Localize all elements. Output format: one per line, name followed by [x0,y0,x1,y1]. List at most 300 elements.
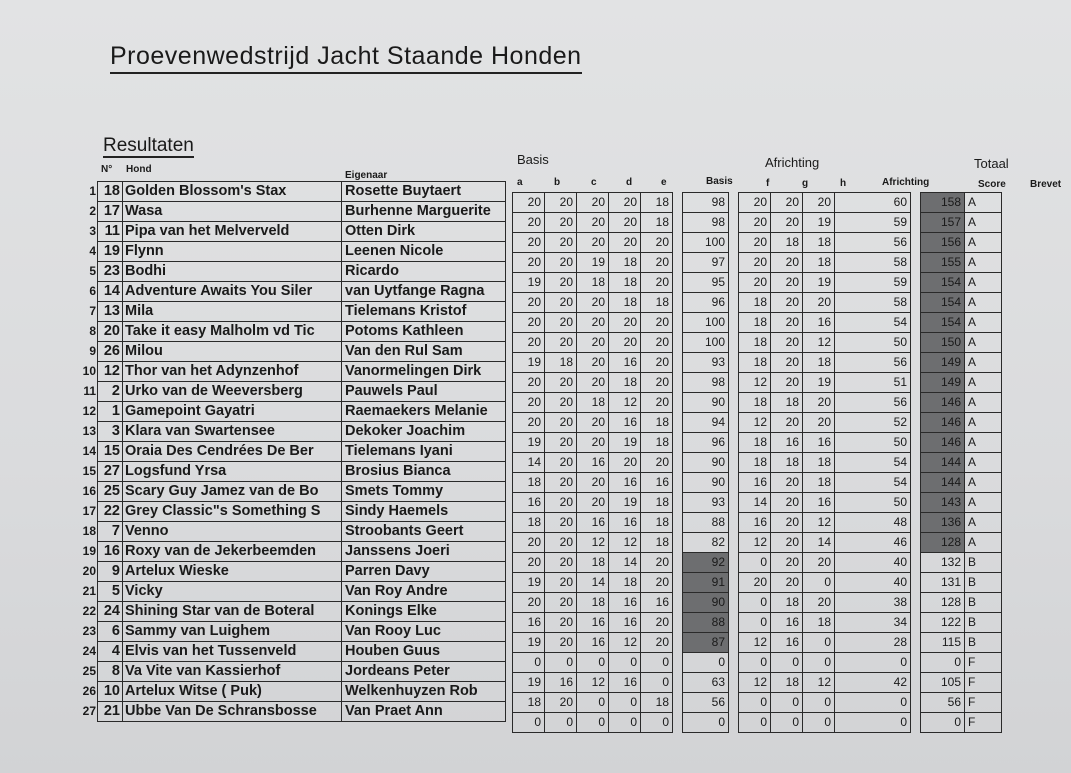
cell-spacer [911,533,921,553]
cell-f: 18 [739,353,771,373]
table-row [78,382,506,402]
cell-spacer [729,533,739,553]
cell-rank: 4 [78,242,98,262]
cell-e: 20 [641,553,673,573]
cell-rank: 13 [78,422,98,442]
cell-nr: 11 [98,222,123,242]
cell-basis: 88 [683,613,729,633]
cell-a: 20 [513,213,545,233]
table-row [78,502,506,522]
cell-a: 0 [513,653,545,673]
cell-score: 143 [921,493,965,513]
cell-spacer [911,573,921,593]
cell-b: 20 [545,453,577,473]
cell-spacer [673,193,683,213]
cell-brevet: B [965,613,1002,633]
cell-spacer [673,673,683,693]
cell-brevet: A [965,433,1002,453]
cell-score: 155 [921,253,965,273]
cell-score: 128 [921,593,965,613]
cell-g: 20 [771,553,803,573]
cell-africhting: 56 [835,393,911,413]
cell-f: 0 [739,593,771,613]
cell-e: 20 [641,353,673,373]
cell-c: 18 [577,593,609,613]
cell-b: 20 [545,433,577,453]
cell-d: 20 [609,453,641,473]
cell-h: 18 [803,473,835,493]
cell-basis: 0 [683,653,729,673]
table-row [513,253,1002,273]
cell-eigenaar: Dekoker Joachim [342,422,506,442]
cell-spacer [729,473,739,493]
cell-h: 16 [803,433,835,453]
cell-nr: 23 [98,262,123,282]
cell-f: 18 [739,333,771,353]
cell-africhting: 54 [835,313,911,333]
cell-spacer [673,613,683,633]
cell-nr: 20 [98,322,123,342]
cell-eigenaar: Tielemans Iyani [342,442,506,462]
cell-g: 16 [771,613,803,633]
cell-a: 20 [513,413,545,433]
cell-spacer [673,393,683,413]
cell-nr: 26 [98,342,123,362]
cell-hond: Artelux Wieske [123,562,342,582]
cell-spacer [729,273,739,293]
cell-africhting: 52 [835,413,911,433]
cell-brevet: B [965,553,1002,573]
cell-brevet: A [965,393,1002,413]
cell-hond: Milou [123,342,342,362]
cell-score: 132 [921,553,965,573]
cell-a: 19 [513,273,545,293]
cell-b: 18 [545,353,577,373]
cell-eigenaar: Tielemans Kristof [342,302,506,322]
cell-nr: 25 [98,482,123,502]
cell-d: 14 [609,553,641,573]
cell-hond: Gamepoint Gayatri [123,402,342,422]
table-row [513,613,1002,633]
cell-f: 18 [739,393,771,413]
table-row [513,413,1002,433]
table-row [78,522,506,542]
cell-eigenaar: Vanormelingen Dirk [342,362,506,382]
cell-eigenaar: Van Roy Andre [342,582,506,602]
cell-h: 20 [803,193,835,213]
cell-basis: 97 [683,253,729,273]
cell-eigenaar: Parren Davy [342,562,506,582]
cell-spacer [673,533,683,553]
cell-eigenaar: Sindy Haemels [342,502,506,522]
cell-g: 0 [771,713,803,733]
cell-b: 20 [545,693,577,713]
header-a: a [517,177,523,188]
cell-hond: Logsfund Yrsa [123,462,342,482]
cell-d: 20 [609,213,641,233]
cell-c: 0 [577,693,609,713]
cell-score: 0 [921,713,965,733]
table-row [513,233,1002,253]
cell-africhting: 46 [835,533,911,553]
cell-rank: 12 [78,402,98,422]
cell-spacer [911,713,921,733]
cell-c: 20 [577,293,609,313]
table-row [513,573,1002,593]
cell-hond: Scary Guy Jamez van de Bo [123,482,342,502]
cell-eigenaar: Houben Guus [342,642,506,662]
cell-h: 20 [803,593,835,613]
cell-hond: Sammy van Luighem [123,622,342,642]
cell-score: 131 [921,573,965,593]
cell-eigenaar: Burhenne Marguerite [342,202,506,222]
table-row [513,633,1002,653]
cell-hond: Grey Classic"s Something S [123,502,342,522]
cell-brevet: B [965,593,1002,613]
cell-a: 20 [513,193,545,213]
table-row [78,602,506,622]
cell-f: 18 [739,433,771,453]
cell-score: 157 [921,213,965,233]
cell-e: 18 [641,533,673,553]
table-row [78,342,506,362]
table-row [513,333,1002,353]
cell-spacer [911,353,921,373]
cell-basis: 90 [683,473,729,493]
cell-e: 18 [641,493,673,513]
table-row [78,542,506,562]
cell-hond: Shining Star van de Boteral [123,602,342,622]
cell-rank: 2 [78,202,98,222]
cell-nr: 7 [98,522,123,542]
cell-a: 20 [513,373,545,393]
cell-brevet: F [965,673,1002,693]
cell-score: 154 [921,313,965,333]
cell-c: 18 [577,553,609,573]
table-row [78,302,506,322]
cell-f: 14 [739,493,771,513]
table-row [513,673,1002,693]
cell-basis: 90 [683,453,729,473]
cell-d: 18 [609,253,641,273]
cell-brevet: A [965,373,1002,393]
header-nr: N° [101,164,113,175]
cell-hond: Roxy van de Jekerbeemden [123,542,342,562]
cell-d: 18 [609,573,641,593]
cell-spacer [729,373,739,393]
cell-score: 115 [921,633,965,653]
cell-spacer [729,353,739,373]
cell-h: 16 [803,493,835,513]
cell-spacer [911,293,921,313]
cell-score: 150 [921,333,965,353]
table-row [78,642,506,662]
cell-d: 16 [609,473,641,493]
header-eigenaar: Eigenaar [345,170,388,181]
cell-brevet: F [965,693,1002,713]
cell-g: 20 [771,293,803,313]
cell-f: 0 [739,693,771,713]
table-row [78,582,506,602]
cell-g: 18 [771,233,803,253]
cell-rank: 3 [78,222,98,242]
cell-c: 20 [577,373,609,393]
cell-f: 12 [739,533,771,553]
cell-score: 154 [921,293,965,313]
cell-nr: 18 [98,182,123,202]
cell-hond: Ubbe Van De Schransbosse [123,702,342,722]
cell-d: 0 [609,693,641,713]
cell-score: 146 [921,413,965,433]
cell-d: 12 [609,393,641,413]
cell-rank: 9 [78,342,98,362]
cell-b: 20 [545,633,577,653]
cell-e: 20 [641,393,673,413]
cell-spacer [729,513,739,533]
table-row [78,402,506,422]
cell-spacer [729,413,739,433]
cell-basis: 100 [683,233,729,253]
cell-e: 16 [641,473,673,493]
cell-hond: Flynn [123,242,342,262]
cell-c: 20 [577,473,609,493]
cell-basis: 100 [683,313,729,333]
cell-h: 18 [803,353,835,373]
cell-score: 144 [921,453,965,473]
cell-h: 14 [803,533,835,553]
table-row [513,213,1002,233]
cell-spacer [729,453,739,473]
cell-b: 0 [545,713,577,733]
cell-g: 20 [771,493,803,513]
cell-spacer [729,433,739,453]
cell-rank: 19 [78,542,98,562]
cell-spacer [911,413,921,433]
cell-africhting: 42 [835,673,911,693]
cell-basis: 82 [683,533,729,553]
cell-brevet: F [965,713,1002,733]
cell-spacer [911,593,921,613]
header-c: c [591,177,597,188]
cell-e: 20 [641,613,673,633]
cell-africhting: 50 [835,333,911,353]
cell-e: 18 [641,293,673,313]
cell-b: 20 [545,413,577,433]
cell-c: 20 [577,333,609,353]
cell-h: 12 [803,513,835,533]
cell-hond: Klara van Swartensee [123,422,342,442]
cell-h: 20 [803,293,835,313]
cell-h: 0 [803,573,835,593]
table-row [513,393,1002,413]
cell-spacer [729,693,739,713]
cell-g: 20 [771,353,803,373]
cell-d: 16 [609,513,641,533]
cell-f: 0 [739,553,771,573]
cell-e: 0 [641,673,673,693]
cell-b: 20 [545,393,577,413]
cell-rank: 24 [78,642,98,662]
cell-d: 20 [609,193,641,213]
cell-brevet: A [965,413,1002,433]
cell-f: 12 [739,373,771,393]
cell-spacer [729,193,739,213]
cell-a: 20 [513,393,545,413]
cell-spacer [729,633,739,653]
cell-f: 16 [739,513,771,533]
cell-africhting: 40 [835,573,911,593]
header-africhting: Africhting [882,177,930,188]
cell-g: 20 [771,333,803,353]
cell-basis: 96 [683,293,729,313]
cell-rank: 21 [78,582,98,602]
table-row [513,653,1002,673]
table-row [78,262,506,282]
cell-d: 16 [609,593,641,613]
cell-d: 12 [609,533,641,553]
cell-d: 12 [609,633,641,653]
cell-e: 20 [641,233,673,253]
cell-hond: Bodhi [123,262,342,282]
cell-africhting: 59 [835,273,911,293]
cell-brevet: A [965,513,1002,533]
cell-africhting: 40 [835,553,911,573]
cell-d: 19 [609,493,641,513]
cell-spacer [911,493,921,513]
table-row [513,693,1002,713]
cell-a: 20 [513,333,545,353]
cell-eigenaar: Brosius Bianca [342,462,506,482]
cell-nr: 13 [98,302,123,322]
cell-d: 16 [609,673,641,693]
cell-h: 16 [803,313,835,333]
cell-c: 16 [577,453,609,473]
cell-d: 19 [609,433,641,453]
cell-hond: Take it easy Malholm vd Tic [123,322,342,342]
cell-b: 20 [545,333,577,353]
results-names-table [78,181,506,722]
cell-score: 122 [921,613,965,633]
cell-nr: 4 [98,642,123,662]
cell-nr: 21 [98,702,123,722]
cell-c: 18 [577,393,609,413]
cell-rank: 23 [78,622,98,642]
cell-africhting: 28 [835,633,911,653]
cell-nr: 1 [98,402,123,422]
cell-h: 12 [803,333,835,353]
cell-e: 18 [641,193,673,213]
cell-e: 0 [641,653,673,673]
cell-c: 12 [577,533,609,553]
cell-nr: 2 [98,382,123,402]
table-row [513,533,1002,553]
cell-eigenaar: Van Rooy Luc [342,622,506,642]
cell-nr: 8 [98,662,123,682]
cell-eigenaar: Otten Dirk [342,222,506,242]
cell-c: 16 [577,613,609,633]
cell-c: 16 [577,633,609,653]
cell-brevet: B [965,633,1002,653]
cell-c: 20 [577,233,609,253]
cell-nr: 6 [98,622,123,642]
cell-rank: 7 [78,302,98,322]
cell-g: 0 [771,693,803,713]
cell-spacer [911,273,921,293]
cell-brevet: A [965,273,1002,293]
table-row [513,553,1002,573]
cell-c: 20 [577,213,609,233]
cell-b: 20 [545,213,577,233]
cell-nr: 22 [98,502,123,522]
table-row [513,713,1002,733]
cell-score: 136 [921,513,965,533]
cell-nr: 10 [98,682,123,702]
cell-spacer [673,373,683,393]
cell-h: 20 [803,553,835,573]
table-row [78,662,506,682]
cell-h: 20 [803,393,835,413]
cell-b: 16 [545,673,577,693]
table-row [513,493,1002,513]
cell-eigenaar: Raemaekers Melanie [342,402,506,422]
cell-spacer [911,633,921,653]
cell-spacer [673,593,683,613]
cell-rank: 11 [78,382,98,402]
cell-g: 18 [771,453,803,473]
cell-f: 16 [739,473,771,493]
results-scores-table [512,192,1002,733]
cell-eigenaar: Van den Rul Sam [342,342,506,362]
cell-a: 19 [513,433,545,453]
cell-a: 19 [513,573,545,593]
cell-d: 0 [609,713,641,733]
cell-rank: 18 [78,522,98,542]
cell-hond: Mila [123,302,342,322]
cell-b: 20 [545,573,577,593]
cell-basis: 63 [683,673,729,693]
document-title: Proevenwedstrijd Jacht Staande Honden [110,42,582,74]
cell-e: 20 [641,573,673,593]
cell-d: 16 [609,413,641,433]
cell-f: 20 [739,193,771,213]
cell-h: 18 [803,613,835,633]
cell-spacer [673,333,683,353]
cell-h: 18 [803,253,835,273]
cell-brevet: B [965,573,1002,593]
cell-basis: 98 [683,213,729,233]
cell-africhting: 48 [835,513,911,533]
cell-e: 16 [641,593,673,613]
cell-a: 18 [513,513,545,533]
cell-nr: 15 [98,442,123,462]
cell-brevet: A [965,313,1002,333]
cell-spacer [673,713,683,733]
cell-a: 20 [513,253,545,273]
cell-basis: 93 [683,353,729,373]
cell-a: 20 [513,313,545,333]
cell-spacer [673,553,683,573]
cell-rank: 27 [78,702,98,722]
cell-basis: 96 [683,433,729,453]
cell-f: 20 [739,233,771,253]
cell-hond: Artelux Witse ( Puk) [123,682,342,702]
cell-e: 20 [641,333,673,353]
cell-nr: 24 [98,602,123,622]
cell-c: 14 [577,573,609,593]
cell-spacer [911,253,921,273]
cell-spacer [673,273,683,293]
table-row [78,482,506,502]
